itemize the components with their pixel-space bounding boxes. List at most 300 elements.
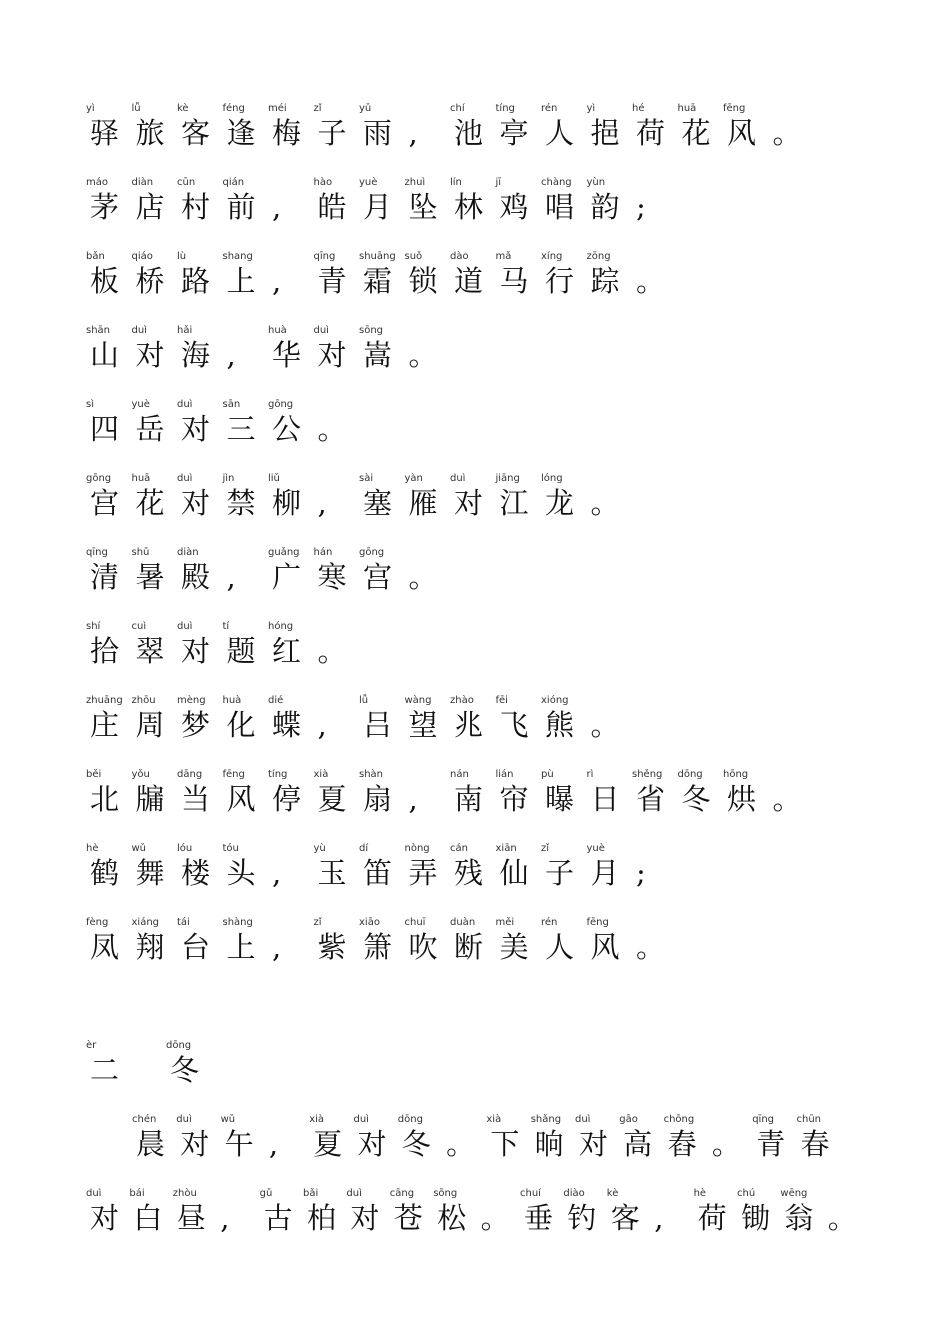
hanzi-character: 当: [181, 782, 211, 816]
hanzi-character: 楼: [181, 856, 211, 890]
ruby-character: [313, 103, 363, 163]
pinyin-annotation: chūn: [796, 1114, 822, 1125]
punctuation: 。: [772, 116, 802, 150]
ruby-character: [268, 103, 317, 163]
hanzi-character: 烘: [727, 782, 757, 816]
pinyin-annotation: mèng: [177, 695, 206, 706]
ruby-character: [313, 547, 363, 607]
ruby-character: [313, 325, 363, 385]
hanzi-character: 夏: [317, 782, 347, 816]
ruby-character: [404, 177, 454, 237]
hanzi-character: 对: [180, 1127, 210, 1161]
ruby-character: [359, 843, 408, 903]
pinyin-annotation: shuāng: [359, 251, 396, 262]
pinyin-annotation: huā: [677, 103, 697, 114]
hanzi-character: 化: [226, 708, 256, 742]
pinyin-annotation: hè: [693, 1188, 707, 1199]
hanzi-character: 旅: [135, 116, 165, 150]
hanzi-character: 华: [272, 338, 302, 372]
hanzi-character: 山: [90, 338, 120, 372]
pinyin-annotation: tí: [222, 621, 230, 632]
hanzi-character: 扇: [363, 782, 393, 816]
verse-line: [0, 325, 950, 385]
pinyin-annotation: duì: [176, 1114, 192, 1125]
pinyin-annotation: zǐ: [541, 843, 550, 854]
pinyin-annotation: diào: [563, 1188, 585, 1199]
verse-line: [0, 399, 950, 459]
pinyin-annotation: méi: [268, 103, 287, 114]
punctuation: ,: [408, 116, 418, 150]
hanzi-character: 冬: [170, 1053, 200, 1087]
pinyin-annotation: yuè: [586, 843, 605, 854]
pinyin-annotation: nòng: [404, 843, 430, 854]
ruby-character: [268, 325, 317, 385]
pinyin-annotation: hán: [313, 547, 333, 558]
hanzi-character: 亭: [499, 116, 529, 150]
ruby-character: [541, 695, 590, 755]
hanzi-character: 吹: [408, 930, 438, 964]
hanzi-character: 吕: [363, 708, 393, 742]
hanzi-character: 风: [590, 930, 620, 964]
hanzi-character: 下: [490, 1127, 520, 1161]
ruby-character: [268, 695, 317, 755]
hanzi-character: 晨: [136, 1127, 166, 1161]
verse-line: [0, 621, 950, 681]
punctuation: 。: [636, 264, 666, 298]
ruby-character: [495, 769, 545, 829]
hanzi-character: 桥: [135, 264, 165, 298]
hanzi-character: 马: [499, 264, 529, 298]
ruby-character: [86, 325, 135, 385]
pinyin-annotation: dōng: [677, 769, 703, 780]
pinyin-annotation: chuī: [404, 917, 426, 928]
pinyin-annotation: gāo: [619, 1114, 638, 1125]
hanzi-character: 春: [800, 1127, 830, 1161]
punctuation: ,: [317, 708, 327, 742]
hanzi-character: 台: [181, 930, 211, 964]
hanzi-character: 鸡: [499, 190, 529, 224]
ruby-character: [606, 1188, 656, 1248]
pinyin-annotation: yàn: [404, 473, 423, 484]
hanzi-character: 柏: [307, 1201, 337, 1235]
ruby-character: [166, 1040, 215, 1100]
hanzi-character: 踪: [590, 264, 620, 298]
ruby-character: [131, 103, 181, 163]
hanzi-character: 店: [135, 190, 165, 224]
ruby-character: [575, 1114, 624, 1174]
ruby-character: [404, 843, 454, 903]
punctuation: ,: [272, 264, 282, 298]
pinyin-annotation: duàn: [450, 917, 476, 928]
pinyin-annotation: shí: [86, 621, 101, 632]
pinyin-annotation: pù: [541, 769, 554, 780]
hanzi-character: 月: [590, 856, 620, 890]
ruby-character: [450, 177, 499, 237]
pinyin-annotation: zhuāng: [86, 695, 123, 706]
pinyin-annotation: duì: [575, 1114, 591, 1125]
hanzi-character: 池: [454, 116, 484, 150]
hanzi-character: 对: [135, 338, 165, 372]
ruby-character: [359, 177, 408, 237]
pinyin-annotation: lù: [177, 251, 187, 262]
hanzi-character: 望: [408, 708, 438, 742]
ruby-character: [268, 399, 317, 459]
pinyin-annotation: mǎ: [495, 251, 512, 262]
paragraph-line: [0, 1188, 950, 1248]
ruby-character: [132, 1114, 181, 1174]
pinyin-annotation: sì: [86, 399, 94, 410]
hanzi-character: 庄: [90, 708, 120, 742]
pinyin-annotation: qīng: [752, 1114, 774, 1125]
pinyin-annotation: bǎn: [86, 251, 105, 262]
ruby-character: [129, 1188, 178, 1248]
ruby-character: [131, 769, 181, 829]
pinyin-annotation: xiān: [495, 843, 517, 854]
ruby-character: [541, 843, 590, 903]
pinyin-annotation: sān: [222, 399, 241, 410]
hanzi-character: 挹: [590, 116, 620, 150]
pinyin-annotation: lián: [495, 769, 514, 780]
pinyin-annotation: yǒu: [131, 769, 150, 780]
ruby-character: [86, 621, 135, 681]
hanzi-character: 古: [263, 1201, 293, 1235]
section-heading: [0, 1040, 950, 1100]
hanzi-character: 逢: [226, 116, 256, 150]
hanzi-character: 二: [90, 1053, 120, 1087]
pinyin-annotation: hào: [313, 177, 333, 188]
ruby-character: [177, 621, 226, 681]
ruby-character: [495, 843, 545, 903]
hanzi-character: 熊: [545, 708, 575, 742]
ruby-character: [586, 103, 636, 163]
pinyin-annotation: zhōu: [131, 695, 156, 706]
ruby-character: [303, 1188, 352, 1248]
pinyin-annotation: máo: [86, 177, 108, 188]
pinyin-annotation: diàn: [177, 547, 199, 558]
pinyin-annotation: duì: [450, 473, 466, 484]
hanzi-character: 韵: [590, 190, 620, 224]
hanzi-character: 断: [454, 930, 484, 964]
pinyin-annotation: sōng: [359, 325, 384, 336]
pinyin-annotation: yuè: [359, 177, 378, 188]
pinyin-annotation: qīng: [313, 251, 336, 262]
pinyin-annotation: qīng: [86, 547, 108, 558]
pinyin-annotation: yùn: [586, 177, 606, 188]
hanzi-character: 月: [363, 190, 393, 224]
pinyin-annotation: gōng: [268, 399, 294, 410]
pinyin-annotation: shǔ: [131, 547, 150, 558]
pinyin-annotation: xià: [309, 1114, 325, 1125]
ruby-character: [131, 917, 181, 977]
punctuation: ,: [226, 560, 236, 594]
punctuation: ,: [272, 856, 282, 890]
pinyin-annotation: yì: [586, 103, 596, 114]
ruby-character: [359, 769, 408, 829]
ruby-character: [86, 917, 135, 977]
ruby-character: [632, 103, 681, 163]
ruby-character: [450, 843, 499, 903]
ruby-character: [563, 1188, 612, 1248]
ruby-character: [586, 177, 636, 237]
hanzi-character: 皓: [317, 190, 347, 224]
ruby-character: [359, 547, 408, 607]
hanzi-character: 行: [545, 264, 575, 298]
hanzi-character: 高: [623, 1127, 653, 1161]
hanzi-character: 寒: [317, 560, 347, 594]
ruby-character: [131, 547, 181, 607]
pinyin-annotation: lóng: [541, 473, 563, 484]
ruby-character: [177, 251, 226, 311]
pinyin-annotation: sài: [359, 473, 374, 484]
ruby-character: [222, 917, 272, 977]
ruby-character: [309, 1114, 358, 1174]
hanzi-character: 清: [90, 560, 120, 594]
hanzi-character: 松: [437, 1201, 467, 1235]
punctuation: ,: [408, 782, 418, 816]
hanzi-character: 公: [272, 412, 302, 446]
hanzi-character: 锄: [741, 1201, 771, 1235]
pinyin-annotation: huā: [131, 473, 151, 484]
hanzi-character: 岳: [135, 412, 165, 446]
punctuation: 。: [317, 412, 347, 446]
hanzi-character: 梦: [181, 708, 211, 742]
ruby-character: [222, 177, 272, 237]
pinyin-annotation: shàng: [222, 917, 253, 928]
hanzi-character: 对: [357, 1127, 387, 1161]
punctuation: ,: [272, 190, 282, 224]
pinyin-annotation: duì: [177, 473, 193, 484]
pinyin-annotation: yì: [86, 103, 95, 114]
pinyin-annotation: chuí: [520, 1188, 541, 1199]
ruby-character: [723, 103, 772, 163]
hanzi-character: 风: [727, 116, 757, 150]
ruby-character: [313, 917, 363, 977]
hanzi-character: 玉: [317, 856, 347, 890]
pinyin-annotation: kè: [177, 103, 189, 114]
ruby-character: [495, 177, 545, 237]
pinyin-annotation: hōng: [723, 769, 749, 780]
verse-line: [0, 843, 950, 903]
ruby-character: [222, 695, 272, 755]
hanzi-character: 对: [317, 338, 347, 372]
pinyin-annotation: duì: [313, 325, 329, 336]
hanzi-character: 省: [636, 782, 666, 816]
ruby-character: [450, 769, 499, 829]
pinyin-annotation: duì: [353, 1114, 369, 1125]
ruby-character: [541, 473, 590, 533]
ruby-character: [450, 473, 499, 533]
hanzi-character: 霜: [363, 264, 393, 298]
ruby-character: [313, 843, 363, 903]
hanzi-character: 雁: [408, 486, 438, 520]
pinyin-annotation: měi: [495, 917, 515, 928]
ruby-character: [222, 769, 272, 829]
pinyin-annotation: hǎi: [177, 325, 193, 336]
ruby-character: [404, 917, 454, 977]
punctuation: 。: [480, 1201, 510, 1235]
hanzi-character: 红: [272, 634, 302, 668]
pinyin-annotation: xiáng: [131, 917, 160, 928]
pinyin-annotation: zǐ: [313, 103, 322, 114]
verse-line: [0, 695, 950, 755]
hanzi-character: 对: [181, 412, 211, 446]
pinyin-annotation: tóu: [222, 843, 239, 854]
verse-line: [0, 769, 950, 829]
punctuation: 。: [590, 708, 620, 742]
hanzi-character: 茅: [90, 190, 120, 224]
ruby-character: [131, 251, 181, 311]
paragraph-line: [0, 1114, 950, 1174]
ruby-character: [222, 251, 272, 311]
ruby-character: [177, 769, 226, 829]
punctuation: 。: [636, 930, 666, 964]
pinyin-annotation: gōng: [359, 547, 385, 558]
ruby-character: [586, 251, 636, 311]
pinyin-annotation: duì: [86, 1188, 102, 1199]
hanzi-character: 头: [226, 856, 256, 890]
pinyin-annotation: chí: [450, 103, 465, 114]
hanzi-character: 曝: [545, 782, 575, 816]
verse-line: [0, 473, 950, 533]
punctuation: 。: [590, 486, 620, 520]
pinyin-annotation: bǎi: [303, 1188, 319, 1199]
hanzi-character: 嵩: [363, 338, 393, 372]
pinyin-annotation: lǚ: [131, 103, 141, 114]
punctuation: 。: [317, 634, 347, 668]
ruby-character: [541, 103, 590, 163]
ruby-character: [268, 769, 317, 829]
ruby-character: [177, 177, 226, 237]
pinyin-annotation: zhuì: [404, 177, 426, 188]
pinyin-annotation: zhào: [450, 695, 474, 706]
ruby-character: [677, 103, 727, 163]
hanzi-character: 飞: [499, 708, 529, 742]
hanzi-character: 笛: [363, 856, 393, 890]
hanzi-character: 白: [133, 1201, 163, 1235]
ruby-character: [495, 473, 545, 533]
punctuation: ,: [220, 1201, 230, 1235]
ruby-character: [737, 1188, 786, 1248]
ruby-character: [131, 695, 181, 755]
hanzi-character: 村: [181, 190, 211, 224]
ruby-character: [780, 1188, 829, 1248]
pinyin-annotation: dāng: [177, 769, 203, 780]
hanzi-character: 道: [454, 264, 484, 298]
pinyin-annotation: èr: [86, 1040, 97, 1051]
ruby-character: [131, 473, 181, 533]
ruby-character: [177, 103, 226, 163]
hanzi-character: 对: [181, 486, 211, 520]
ruby-character: [222, 621, 272, 681]
hanzi-character: 题: [226, 634, 256, 668]
ruby-character: [313, 769, 363, 829]
pinyin-annotation: fēi: [495, 695, 508, 706]
pinyin-annotation: xióng: [541, 695, 569, 706]
pinyin-annotation: wēng: [780, 1188, 808, 1199]
pinyin-annotation: dōng: [166, 1040, 192, 1051]
pinyin-annotation: duì: [131, 325, 147, 336]
hanzi-character: 锁: [408, 264, 438, 298]
ruby-character: [131, 177, 181, 237]
pinyin-annotation: sōng: [433, 1188, 458, 1199]
hanzi-character: 上: [226, 264, 256, 298]
hanzi-character: 子: [317, 116, 347, 150]
ruby-character: [177, 473, 226, 533]
ruby-character: [86, 103, 135, 163]
hanzi-character: 北: [90, 782, 120, 816]
ruby-character: [677, 769, 727, 829]
pinyin-annotation: fèng: [86, 917, 109, 928]
ruby-character: [404, 473, 454, 533]
ruby-character: [346, 1188, 395, 1248]
pinyin-annotation: cuì: [131, 621, 147, 632]
hanzi-character: 帘: [499, 782, 529, 816]
ruby-character: [404, 695, 454, 755]
pinyin-annotation: cán: [450, 843, 468, 854]
ruby-character: [313, 251, 363, 311]
pinyin-annotation: fēng: [222, 769, 245, 780]
pinyin-annotation: zǐ: [313, 917, 322, 928]
ruby-character: [433, 1188, 482, 1248]
pinyin-annotation: gōng: [86, 473, 112, 484]
punctuation: ,: [226, 338, 236, 372]
ruby-character: [541, 769, 590, 829]
ruby-character: [177, 399, 226, 459]
hanzi-character: 南: [454, 782, 484, 816]
hanzi-character: 夏: [313, 1127, 343, 1161]
hanzi-character: 对: [90, 1201, 120, 1235]
pinyin-annotation: yǔ: [359, 103, 372, 114]
ruby-character: [259, 1188, 309, 1248]
pinyin-annotation: rén: [541, 917, 558, 928]
hanzi-character: 停: [272, 782, 302, 816]
pinyin-annotation: liǔ: [268, 473, 280, 484]
punctuation: 。: [446, 1127, 476, 1161]
punctuation: 。: [827, 1201, 857, 1235]
hanzi-character: 驿: [90, 116, 120, 150]
punctuation: ,: [268, 1127, 279, 1161]
hanzi-character: 荷: [697, 1201, 727, 1235]
hanzi-character: 紫: [317, 930, 347, 964]
pinyin-annotation: suǒ: [404, 251, 423, 262]
pinyin-annotation: lóu: [177, 843, 193, 854]
ruby-character: [177, 917, 226, 977]
pinyin-annotation: wǔ: [220, 1114, 236, 1125]
pinyin-annotation: qiáo: [131, 251, 153, 262]
hanzi-character: 唱: [545, 190, 575, 224]
punctuation: ;: [636, 856, 646, 890]
ruby-character: [86, 473, 135, 533]
ruby-character: [359, 917, 408, 977]
pinyin-annotation: bái: [129, 1188, 145, 1199]
pinyin-annotation: guǎng: [268, 547, 300, 558]
ruby-character: [222, 473, 272, 533]
punctuation: ;: [636, 190, 646, 224]
pinyin-annotation: yuè: [131, 399, 150, 410]
pinyin-annotation: shān: [86, 325, 111, 336]
pinyin-annotation: nán: [450, 769, 469, 780]
pinyin-annotation: shàn: [359, 769, 384, 780]
hanzi-character: 广: [272, 560, 302, 594]
pinyin-annotation: dí: [359, 843, 369, 854]
hanzi-character: 对: [579, 1127, 609, 1161]
hanzi-character: 坠: [408, 190, 438, 224]
hanzi-character: 仙: [499, 856, 529, 890]
pinyin-annotation: yù: [313, 843, 326, 854]
pinyin-annotation: fēng: [586, 917, 609, 928]
ruby-character: [313, 177, 363, 237]
hanzi-character: 花: [681, 116, 711, 150]
